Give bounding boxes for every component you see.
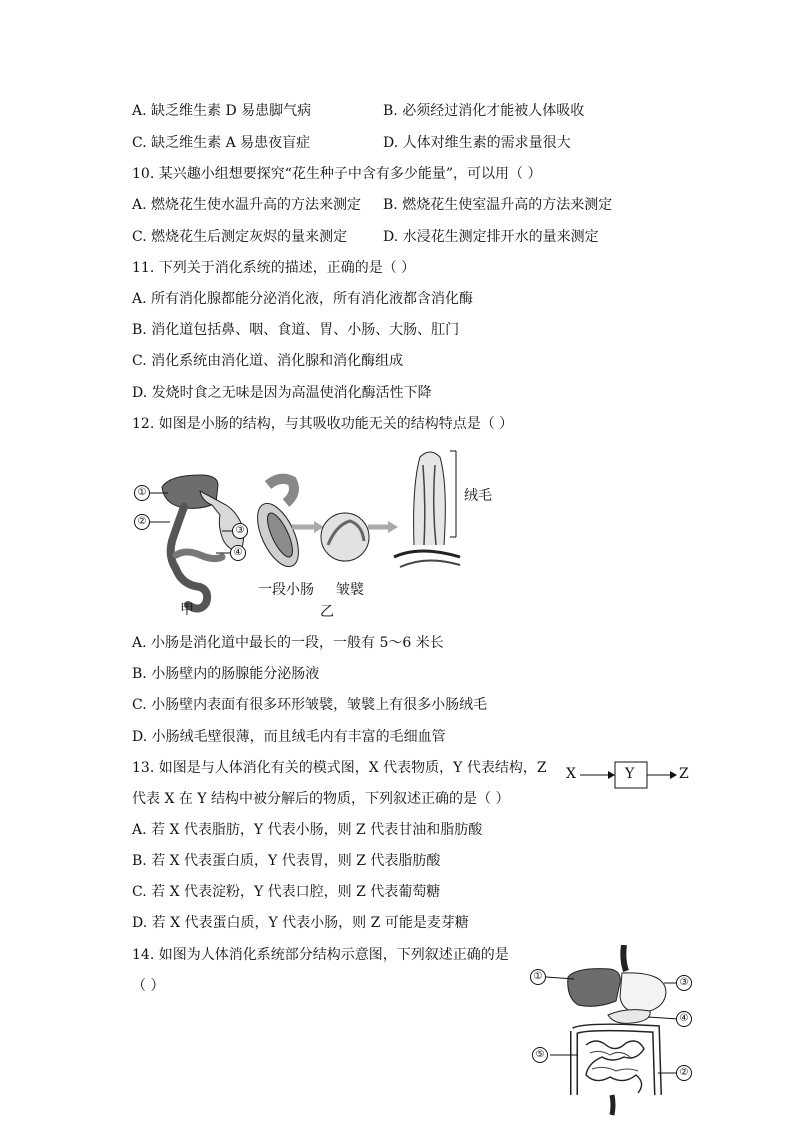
q12-option-a: A. 小肠是消化道中最长的一段，一般有 5～6 米长 [132,635,444,651]
label-segment: 一段小肠 [258,582,314,598]
node-z: Z [679,766,689,782]
q9-option-b: B. 必须经过消化才能被人体吸收 [383,103,585,119]
q12-stem: 12. 如图是小肠的结构，与其吸收功能无关的结构特点是（ ） [132,416,514,432]
q10-option-d: D. 水浸花生测定排开水的量来测定 [383,229,599,245]
digestive-marker-4: ④ [676,1011,692,1027]
label-villi: 绒毛 [464,488,492,504]
q9-option-d: D. 人体对维生素的需求量很大 [383,135,571,151]
q10-option-a: A. 燃烧花生使水温升高的方法来测定 [132,197,362,213]
q11-option-a: A. 所有消化腺都能分泌消化液，所有消化液都含消化酶 [132,291,474,307]
label-yi: 乙 [320,604,334,620]
digestive-marker-1: ① [530,969,546,985]
digestive-marker-3: ③ [676,975,692,991]
q11-option-c: C. 消化系统由消化道、消化腺和消化酶组成 [132,353,404,369]
q11-option-d: D. 发烧时食之无味是因为高温使消化酶活性下降 [132,385,432,401]
q14-stem-line1: 14. 如图为人体消化系统部分结构示意图，下列叙述正确的是 [132,947,509,963]
label-jia: 甲 [180,602,194,618]
q13-stem-line1: 13. 如图是与人体消化有关的模式图，X 代表物质，Y 代表结构，Z [132,760,547,776]
digestive-marker-5: ⑤ [532,1047,548,1063]
marker-2: ② [134,514,150,530]
digestive-system-illustration [526,945,696,1117]
q9-option-a: A. 缺乏维生素 D 易患脚气病 [132,103,312,119]
q13-stem-line2: 代表 X 在 Y 结构中被分解后的物质，下列叙述正确的是（ ） [132,791,510,807]
q13-option-c: C. 若 X 代表淀粉，Y 代表口腔，则 Z 代表葡萄糖 [132,884,441,900]
q11-option-b: B. 消化道包括鼻、咽、食道、胃、小肠、大肠、肛门 [132,322,460,338]
q12-option-c: C. 小肠壁内表面有很多环形皱襞，皱襞上有很多小肠绒毛 [132,697,488,713]
q11-stem: 11. 下列关于消化系统的描述，正确的是（ ） [132,260,416,276]
marker-1: ① [134,485,150,501]
q14-stem-line2: （ ） [132,978,165,994]
q9-option-c: C. 缺乏维生素 A 易患夜盲症 [132,135,311,151]
digestive-marker-2: ② [676,1065,692,1081]
q12-option-b: B. 小肠壁内的肠腺能分泌肠液 [132,666,320,682]
q13-option-d: D. 若 X 代表蛋白质，Y 代表小肠，则 Z 可能是麦芽糖 [132,915,469,931]
small-intestine-figure [130,445,510,620]
q13-option-b: B. 若 X 代表蛋白质，Y 代表胃，则 Z 代表脂肪酸 [132,853,441,869]
marker-3: ③ [232,523,248,539]
q10-stem: 10. 某兴趣小组想要探究“花生种子中含有多少能量”，可以用（ ） [132,166,542,182]
q13-option-a: A. 若 X 代表脂肪，Y 代表小肠，则 Z 代表甘油和脂肪酸 [132,822,483,838]
q10-option-c: C. 燃烧花生后测定灰烬的量来测定 [132,229,348,245]
marker-4: ④ [230,545,246,561]
small-intestine-illustration [130,445,510,620]
xyz-flow-diagram [566,760,696,792]
q12-option-d: D. 小肠绒毛壁很薄，而且绒毛内有丰富的毛细血管 [132,729,446,745]
q10-option-b: B. 燃烧花生使室温升高的方法来测定 [383,197,613,213]
node-x: X [566,766,576,782]
digestive-system-figure [526,945,696,1117]
label-fold: 皱襞 [336,582,364,598]
node-y: Y [625,766,635,782]
